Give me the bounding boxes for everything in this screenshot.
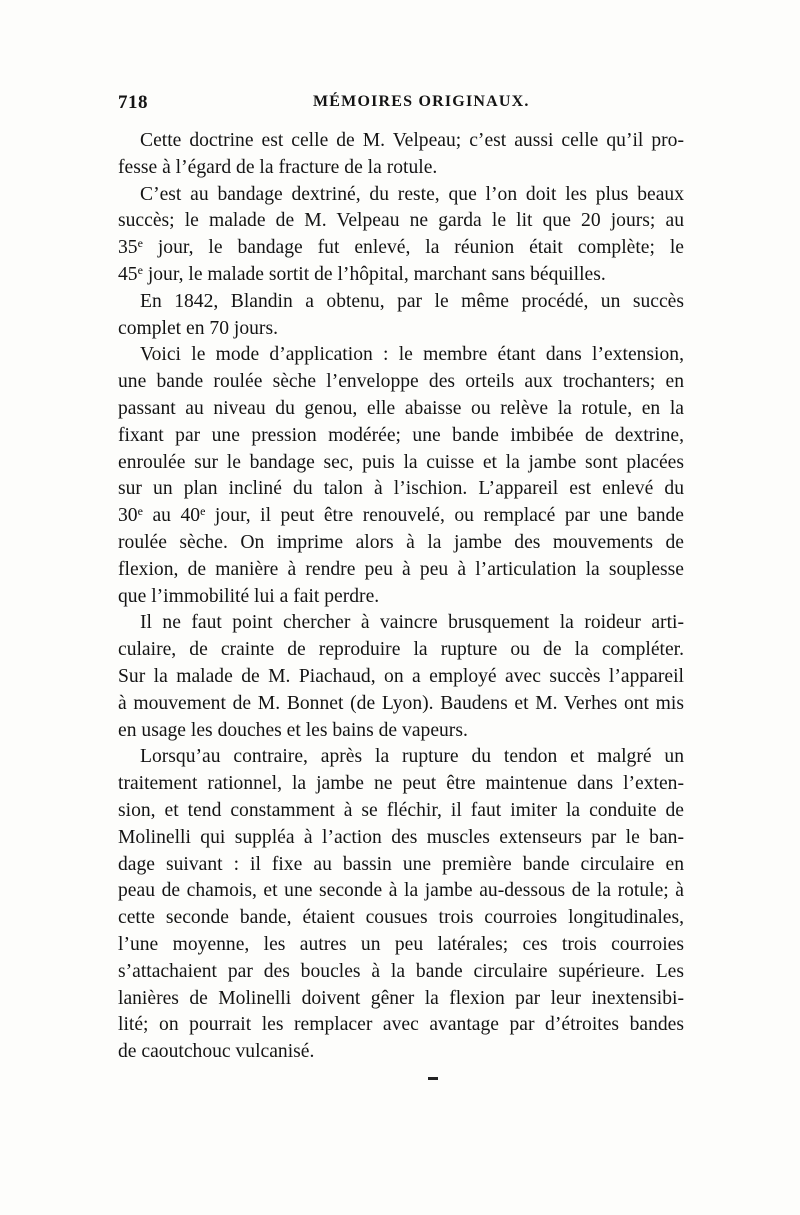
text-line: 45e jour, le malade sortit de l’hôpital, marchant sans béquilles.: [118, 262, 606, 285]
end-mark: [428, 1077, 438, 1080]
text-line: lité; on pourrait les remplacer avec avantage par d’étroites bandes: [118, 1014, 684, 1036]
text-line: C’est au bandage dextriné, du reste, que l’on doit les plus beaux: [140, 183, 684, 205]
running-head: [118, 92, 684, 116]
text-line: fixant par une pression modérée; une bande imbibée de dextrine,: [118, 424, 684, 446]
text-line: fesse à l’égard de la fracture de la rotule.: [118, 156, 438, 178]
running-title: MÉMOIRES ORIGINAUX.: [313, 93, 530, 110]
body-text: [118, 128, 684, 1066]
page-number: 718: [118, 92, 148, 113]
text-line: En 1842, Blandin a obtenu, par le même procédé, un succès: [140, 290, 684, 312]
text-line: Sur la malade de M. Piachaud, on a employé avec succès l’appareil: [118, 665, 684, 687]
text-line: Voici le mode d’application : le membre étant dans l’extension,: [140, 344, 684, 366]
text-line: sur un plan incliné du talon à l’ischion. L’appareil est enlevé du: [118, 478, 684, 500]
text-line: cette seconde bande, étaient cousues trois courroies longitudinales,: [118, 907, 684, 929]
text-line: succès; le malade de M. Velpeau ne garda le lit que 20 jours; au: [118, 210, 684, 232]
text-line: lanières de Molinelli doivent gêner la flexion par leur inextensibi-: [118, 987, 684, 1009]
text-line: traitement rationnel, la jambe ne peut être maintenue dans l’exten-: [118, 773, 684, 795]
text-line: complet en 70 jours.: [118, 317, 278, 339]
text-line: Lorsqu’au contraire, après la rupture du tendon et malgré un: [140, 746, 684, 768]
text-line: 30e au 40e jour, il peut être renouvelé, ou remplacé par une bande: [118, 504, 684, 527]
text-line: passant au niveau du genou, elle abaisse ou relève la rotule, en la: [118, 397, 684, 419]
text-line: une bande roulée sèche l’enveloppe des orteils aux trochanters; en: [118, 371, 684, 393]
text-line: culaire, de crainte de reproduire la rupture ou de la compléter.: [118, 639, 684, 661]
text-line: s’attachaient par des boucles à la bande circulaire supérieure. Les: [118, 960, 684, 982]
text-line: de caoutchouc vulcanisé.: [118, 1041, 315, 1063]
text-line: roulée sèche. On imprime alors à la jambe des mouvements de: [118, 531, 684, 553]
text-line: que l’immobilité lui a fait perdre.: [118, 585, 380, 607]
text-line: Il ne faut point chercher à vaincre brusquement la roideur arti-: [140, 612, 684, 634]
text-line: en usage les douches et les bains de vapeurs.: [118, 719, 468, 741]
text-line: Cette doctrine est celle de M. Velpeau; c’est aussi celle qu’il pro-: [140, 130, 684, 151]
text-line: flexion, de manière à rendre peu à peu à l’articulation la souplesse: [118, 558, 684, 580]
text-line: peau de chamois, et une seconde à la jambe au-dessous de la rotule; à: [118, 880, 684, 902]
text-line: à mouvement de M. Bonnet (de Lyon). Baudens et M. Verhes ont mis: [118, 692, 684, 714]
text-line: Molinelli qui suppléa à l’action des muscles extenseurs par le ban-: [118, 826, 684, 848]
text-line: enroulée sur le bandage sec, puis la cuisse et la jambe sont placées: [118, 451, 684, 473]
text-line: 35e jour, le bandage fut enlevé, la réunion était complète; le: [118, 236, 684, 259]
text-line: l’une moyenne, les autres un peu latérales; ces trois courroies: [118, 933, 684, 955]
text-line: sion, et tend constamment à se fléchir, il faut imiter la conduite de: [118, 799, 684, 821]
text-line: dage suivant : il fixe au bassin une première bande circulaire en: [118, 853, 684, 875]
